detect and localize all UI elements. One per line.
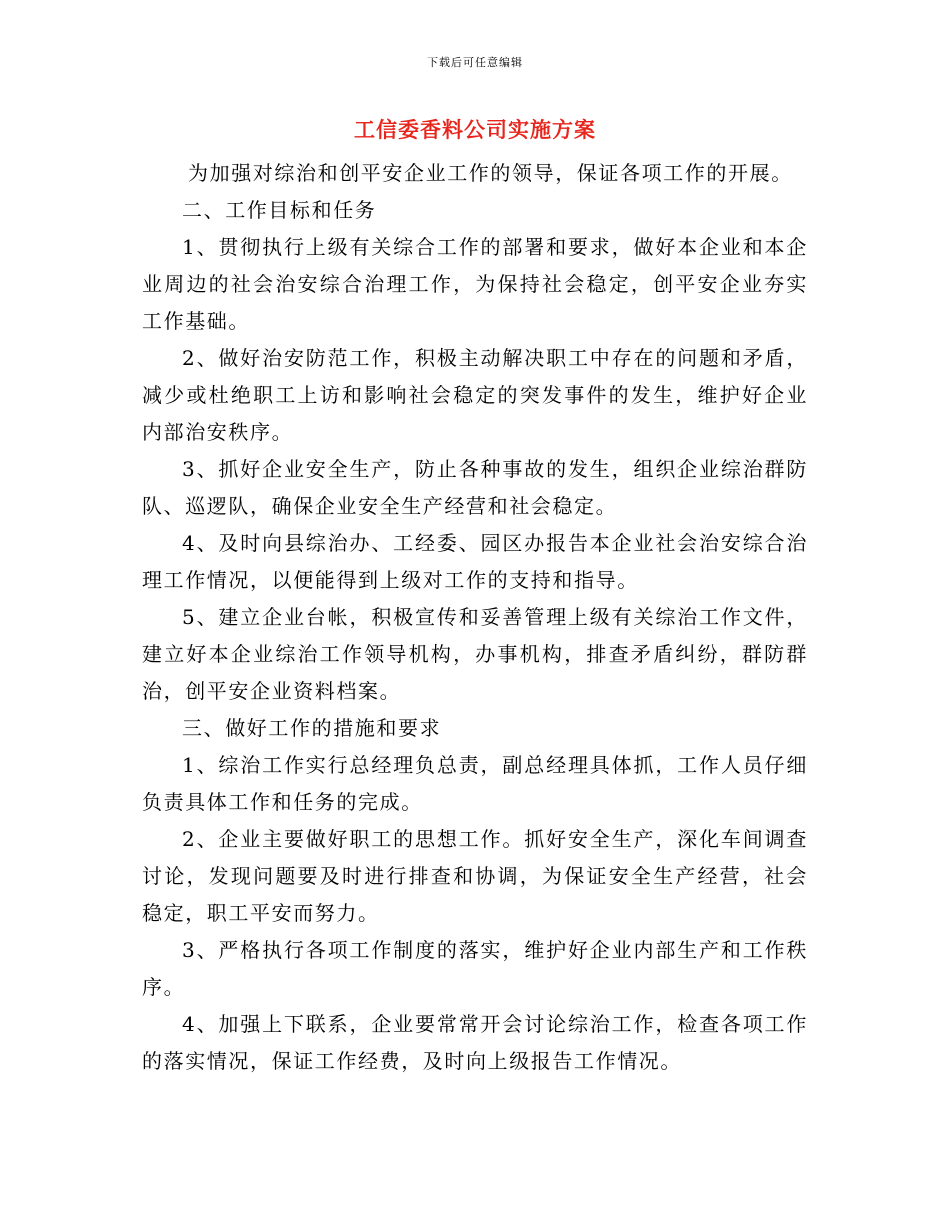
goal-item-4: 4、及时向县综治办、工经委、园区办报告本企业社会治安综合治理工作情况，以便能得到上级对工作的支持和指导。 <box>142 531 808 592</box>
intro-paragraph: 为加强对综治和创平安企业工作的领导，保证各项工作的开展。 <box>188 161 793 185</box>
section-heading-measures: 三、做好工作的措施和要求 <box>182 716 442 740</box>
document-title: 工信委香料公司实施方案 <box>354 117 596 142</box>
measure-item-3: 3、严格执行各项工作制度的落实，维护好企业内部生产和工作秩序。 <box>142 938 808 999</box>
measure-item-2: 2、企业主要做好职工的思想工作。抓好安全生产，深化车间调查讨论，发现问题要及时进行排查和协调，为保证安全生产经营，社会稳定，职工平安而努力。 <box>142 827 808 925</box>
measure-item-1: 1、综治工作实行总经理负总责，副总经理具体抓，工作人员仔细负责具体工作和任务的完成。 <box>142 753 808 814</box>
goal-item-2: 2、做好治安防范工作，积极主动解决职工中存在的问题和矛盾，减少或杜绝职工上访和影响社会稳定的突发事件的发生，维护好企业内部治安秩序。 <box>142 346 808 444</box>
goal-item-5: 5、建立企业台帐，积极宣传和妥善管理上级有关综治工作文件，建立好本企业综治工作领导机构，办事机构，排查矛盾纠纷，群防群治，创平安企业资料档案。 <box>142 605 808 703</box>
section-heading-goals: 二、工作目标和任务 <box>182 198 377 222</box>
goal-item-3: 3、抓好企业安全生产，防止各种事故的发生，组织企业综治群防队、巡逻队，确保企业安全生产经营和社会稳定。 <box>142 457 808 518</box>
header-note: 下载后可任意编辑 <box>427 56 523 69</box>
document-body <box>142 155 808 1080</box>
goal-item-1: 1、贯彻执行上级有关综合工作的部署和要求，做好本企业和本企业周边的社会治安综合治理工作，为保持社会稳定，创平安企业夯实工作基础。 <box>142 235 808 333</box>
measure-item-4: 4、加强上下联系，企业要常常开会讨论综治工作，检查各项工作的落实情况，保证工作经费，及时向上级报告工作情况。 <box>142 1012 808 1073</box>
